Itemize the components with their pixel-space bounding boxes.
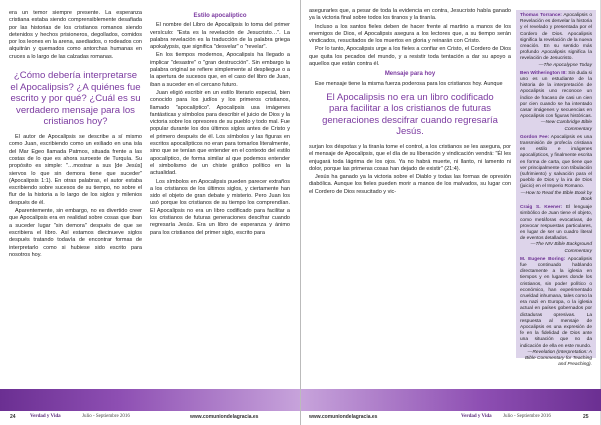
paragraph: Incluso a los santos fieles deben de hacer frente al martirio a manos de los enemigos de Dios, el Apocalipsis asegura a los lectores que, a su tiempo serán vindicados, resucitados de los muertos en gloria y reinarán con Cristo. bbox=[309, 23, 511, 45]
sidebar-source: —The NIV Bible Background Commentary bbox=[530, 242, 592, 254]
left-column-1 bbox=[9, 10, 142, 388]
page-number: 25 bbox=[583, 414, 589, 420]
sidebar-quote: Apocalipsis fue continuado hablando directamente a la iglesia en tiempos y en lugares donde los cristianos, sin poder político o económico, han experimentado crueldad inhumana, tales como la era nazi en Europa, o la iglesia actual en países gobernados por dictaduras opresivas. La respuesta al mensaje de Apocalipsis es una expresión de fe en la fidelidad de Dios ante una situación que no da indicación de ella en este mundo. bbox=[520, 256, 592, 349]
sidebar-entry bbox=[520, 205, 592, 255]
sidebar-source: —The Apocalypse Today bbox=[538, 62, 592, 68]
footer-color-band bbox=[0, 389, 300, 411]
paragraph: Jesús ha ganado ya la victoria sobre el Diablo y todas las formas de opresión diabólica. Aunque los fieles pueden morir a manos de los malvados, su lugar con el Cordero de Dios resucitado y vic- bbox=[309, 174, 511, 195]
left-column-2 bbox=[150, 10, 290, 388]
right-footer bbox=[301, 411, 601, 423]
sidebar-quote: Sin duda si uno es un estudiante de la historia de la interpretación de Apocalipsis uno reconoce un índice de fracaso de casi un cien por cien cuando se ha intentado casar imágenes y secuencias en Apocalipsis con figuras históricas. bbox=[520, 70, 593, 120]
paragraph: surjan los déspotas y la tiranía tome el control, a los cristianos se les asegura, por el mensaje de Apocalipsis, que el día de su liberación y vindicación vendrá: "Él les enjugará toda lágrima de los ojos. Ya no habrá muerte, ni llanto, ni lamento ni dolor, porque las primeras cosas han dejado de existir" (21:4). bbox=[309, 143, 511, 172]
question-pullquote: ¿Cómo debería interpretarse el Apocalipsis? ¿A quiénes fue escrito y por qué? ¿Cuál es su verdadero mensaje para los cristianos hoy? bbox=[10, 70, 141, 128]
sidebar-author: Gordon Fee: bbox=[520, 134, 550, 140]
sidebar-source: —How to Read the Bible Book by Book bbox=[520, 190, 592, 202]
website-url[interactable]: www.comuniondelagracia.es bbox=[309, 414, 378, 420]
website-url[interactable]: www.comuniondelagracia.es bbox=[190, 414, 259, 420]
issue-date: Julio - Septiembre 2016 bbox=[82, 414, 130, 419]
sidebar-author: Craig S. Keener: bbox=[520, 205, 563, 211]
sidebar-entry bbox=[520, 13, 592, 69]
section-heading: Mensaje para hoy bbox=[384, 71, 436, 78]
paragraph: Juan eligió escribir en un estilo literario especial, bien conocido para los judíos y los primeros cristianos, llamado "apocalíptico". Apocalipsis usa imágenes fantásticas y símbolos para describir el juicio de Dios y la victoria sobre los opresores de su pueblo y todo mal. Fue popular durante los dos últimos siglos antes de Cristo y el primero después de él. Los símbolos y las figuras en escritos apocalípticos no eran para tomarlos literalmente, sino que se tenían que entender en el contexto del estilo apocalíptico, de forma similar al que podemos entender el simbolismo de un chiste gráfico político en la actualidad. bbox=[150, 89, 290, 177]
issue-date: Julio - Septiembre 2016 bbox=[503, 414, 551, 419]
magazine-title: Verdad y Vida bbox=[30, 414, 61, 419]
paragraph: El nombre del Libro de Apocalipsis lo toma del primer versículo: "Esta es la revelación de Jesucristo…". La palabra revelación es la traducción de la palabra griega apokalypsis, que significa "desvelar" o "revelar". bbox=[150, 22, 290, 51]
sidebar-author: Ben Witherington III: bbox=[520, 70, 567, 76]
right-page bbox=[300, 0, 600, 425]
right-main-column bbox=[309, 8, 511, 388]
footer-color-band bbox=[301, 389, 601, 411]
magazine-title: Verdad y Vida bbox=[461, 414, 492, 419]
left-page bbox=[0, 0, 300, 425]
sidebar-quote: Apocalipsis es una transmisión de profecía cristiana en estilo e imágenes apocalípticos, y finalmente escrita en forma de carta, que tiene que ver principalmente con tribulación (sufrimiento) y salvación para el pueblo de Dios y la ira de Dios (juicio) en el Imperio Romano. bbox=[520, 134, 592, 190]
sidebar-entry bbox=[520, 71, 592, 133]
sidebar-entry bbox=[520, 257, 592, 369]
sidebar-author: M. Eugene Boring: bbox=[520, 256, 566, 262]
paragraph: era un temor siempre presente. La esperanza cristiana estaba siendo comprensiblemente desafiada por las historias de los cristianos romanos siendo detenidos y hechos prisioneros, degollados, comidos por los leones en la arena, asediados, o rodeados con alquitrán y quemados como antorchas humanas en cruces a lo largo de las calzadas romanas. bbox=[9, 10, 142, 60]
paragraph: Aparentemente, sin embargo, no es divertido creer que Apocalipsis era en realidad sobre cosas que iban a suceder lugar "sin demora" después de que se escribiera el libro. Así estamos diecinueve siglos después tratando todavía de encontrar formas de interpretarlo como si hubiese sido escrito para nosotros hoy. bbox=[9, 208, 142, 258]
section-heading: Estilo apocalíptico bbox=[193, 13, 247, 19]
paragraph: El autor de Apocalipsis se describe a sí mismo como Juan, escribiendo como un exiliado en una isla del Mar Egeo llamada Patmos, situada frente a las costas de lo que es ahora suroeste de Turquía. Su propósito es simple: "…mostrar a sus [de Jesús] siervos lo que sin demora tiene que suceder" (Apocalipsis 1:1). En otras palabras, el autor estaba escribiendo sobre sucesos de su tiempo, no sobre el flur de la historia a lo largo de los siglos y milenios después de él. bbox=[9, 134, 142, 206]
sidebar-entry bbox=[520, 135, 592, 203]
paragraph: En los tiempos modernos, Apocalipsis ha llegado a implicar "desastre" o "gran destrucción". Sin embargo la palabra original se refiere simplemente al despliegue o a la apertura de sucesos que, en el caso del libro de Juan, iban a suceder en el cercano futuro. bbox=[150, 52, 290, 88]
sidebar-source: —Revelation (Interpretation: A Bible Commentary for Teaching and Preaching). bbox=[524, 349, 592, 368]
pullquote: El Apocalipsis no era un libro codificado para facilitar a los cristianos de futuras generaciones descifrar cuando regresaría Jesús. bbox=[322, 91, 498, 138]
quotes-sidebar bbox=[516, 10, 596, 368]
page-number: 24 bbox=[10, 414, 16, 420]
paragraph: Por lo tanto, Apocalipsis urge a los fieles a confiar en Cristo, el Cordero de Dios que quita los pecados del mundo, y a resistir toda tentación a dar su apoyo a aquellos que están contra él. bbox=[309, 46, 511, 68]
sidebar-source: —New Cambridge Bible Commentary bbox=[540, 120, 592, 132]
left-footer bbox=[0, 411, 300, 423]
sidebar-quote: El lenguaje simbólico de Juan tiene el objeto, como metáforas evocativas, de provocar respuestas particulares, en lugar de ser un cuadro literal de eventos detallados. bbox=[520, 205, 592, 242]
paragraph: Ese mensaje tiene la misma fuerza poderosa para los cristianos hoy. Aunque bbox=[315, 80, 503, 87]
paragraph: asegurarles que, a pesar de toda la evidencia en contra, Jesucristo había ganado ya la victoria final sobre todos los tiranos y la tiranía. bbox=[309, 8, 511, 22]
paragraph: Los símbolos en Apocalipsis pueden parecer extraños a los cristianos de los últimos siglos, y ciertamente han sido el objeto de gran debate y misterio. Pero Juan los usó porque los cristianos de su tiempo los comprendían. El Apocalipsis no era un libro codificado para facilitar a los cristianos de futuras generaciones descifrar cuando regresaría Jesús. Era un libro de esperanza y ánimo para los cristianos del primer siglo, escrito para bbox=[150, 178, 290, 236]
sidebar-quote: Apocalipsis o Revelación es desvelar la historia y el revelado y presentada por el Cordero de Dios. Apocalipsis significa la revelación de la nueva creación. En su sentido más profundo Apocalipsis significa la revelación de Jesucristo. bbox=[520, 13, 593, 62]
sidebar-author: Thomas Torrance: bbox=[520, 13, 562, 18]
